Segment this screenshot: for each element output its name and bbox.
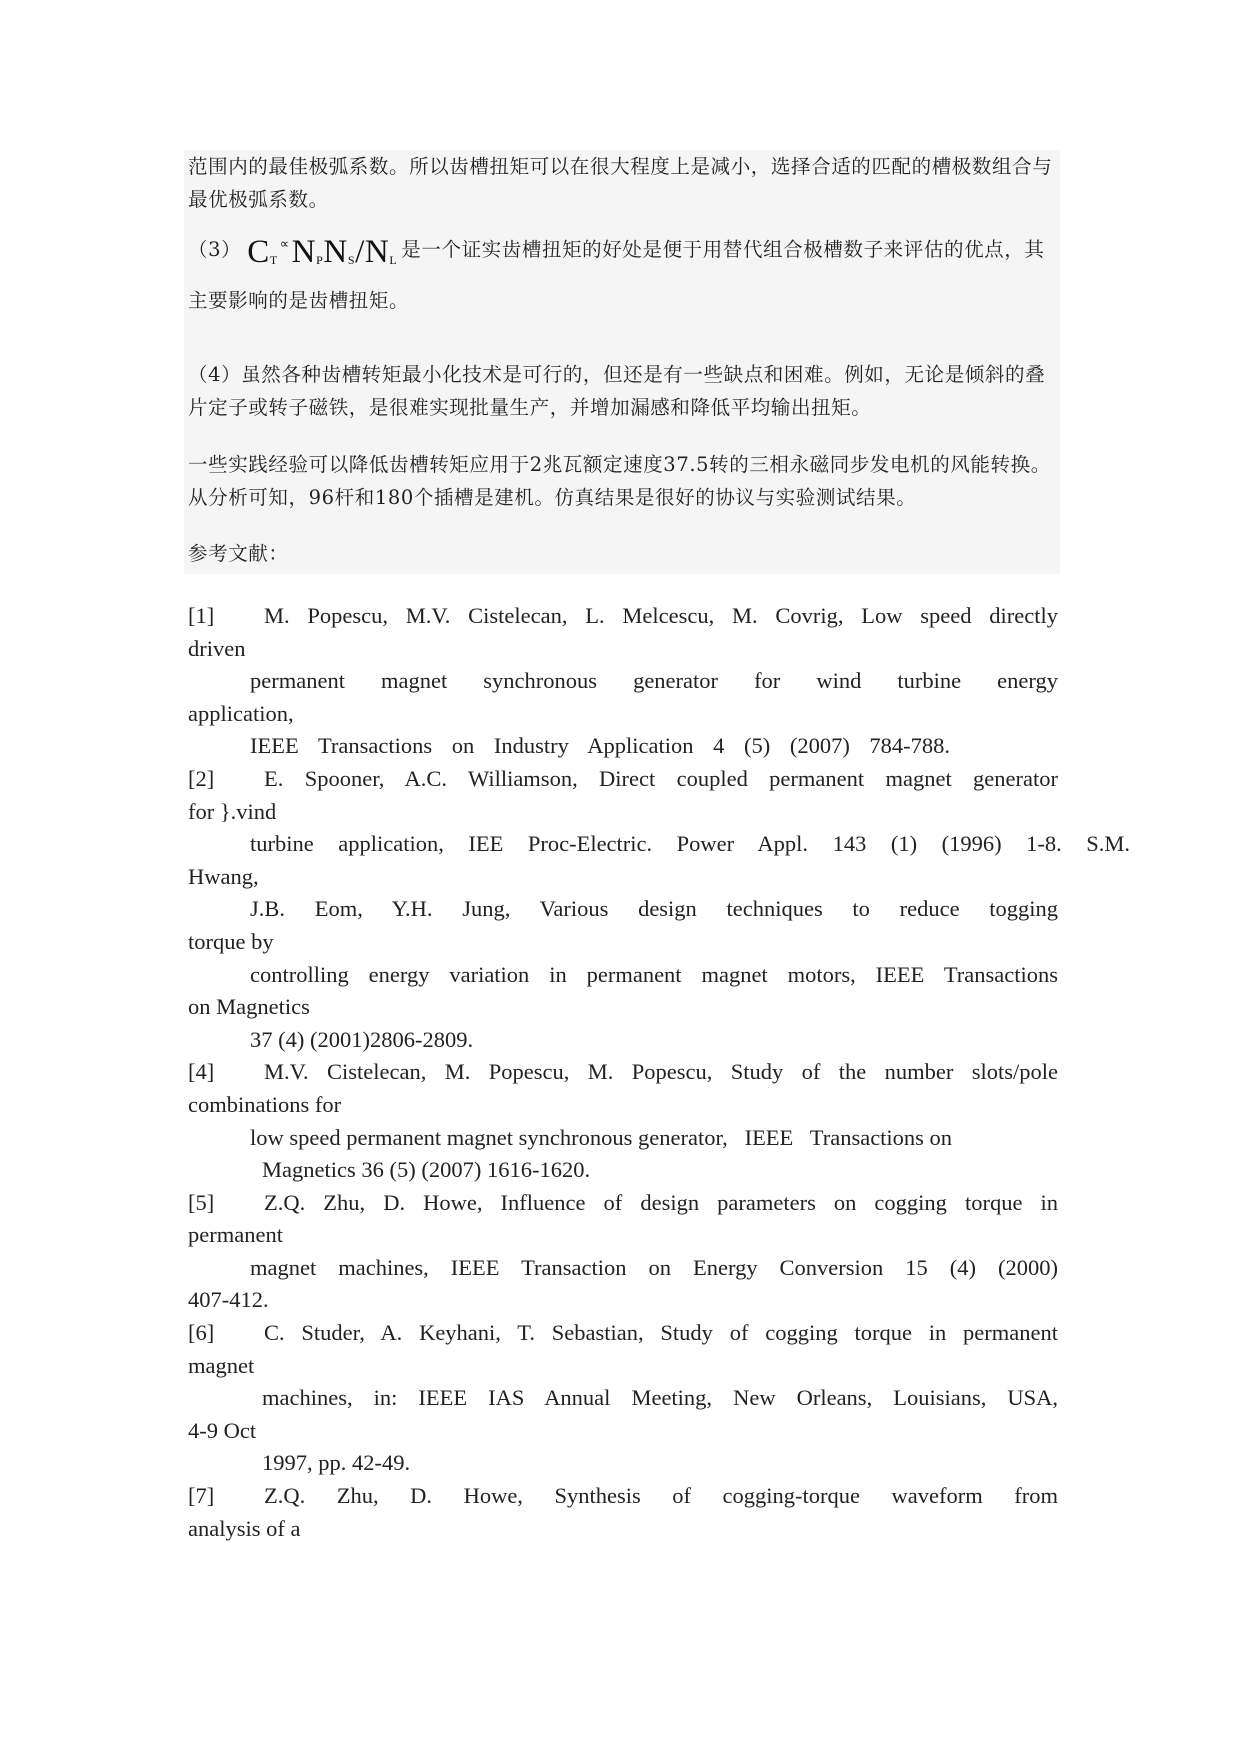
reference-item: [1] M. Popescu, M.V. Cistelecan, L. Melcescu, M. Covrig, Low speed directly xyxy=(188,603,1058,628)
reference-item: [4] M.V. Cistelecan, M. Popescu, M. Popescu, Study of the number slots/pole xyxy=(188,1059,1058,1085)
paragraph-3 xyxy=(188,226,1056,325)
reference-item: [6] C. Studer, A. Keyhani, T. Sebastian, Study of cogging torque in permanent xyxy=(188,1320,1058,1346)
reference-item: [2] E. Spooner, A.C. Williamson, Direct coupled permanent magnet generator xyxy=(188,765,1058,791)
paragraph-3-text: 是一个证实齿槽扭矩的好处是便于用替代组合极槽数子来评估的优点，其主要影响的是齿槽扭矩。 xyxy=(188,238,1045,312)
paragraph-4: （4）虽然各种齿槽转矩最小化技术是可行的，但还是有一些缺点和困难。例如，无论是倾斜的叠片定子或转子磁铁，是很难实现批量生产，并增加漏感和降低平均输出扭矩。 xyxy=(188,363,1046,419)
paragraph-5: 一些实践经验可以降低齿槽转矩应用于2兆瓦额定速度37.5转的三相永磁同步发电机的风能转换。从分析可知，96杆和180个插槽是建机。仿真结果是很好的协议与实验测试结果。 xyxy=(188,453,1051,509)
reference-item: [5] Z.Q. Zhu, D. Howe, Influence of design parameters on cogging torque in xyxy=(188,1189,1058,1215)
reference-list: [1] M. Popescu, M.V. Cistelecan, L. Melcescu, M. Covrig, Low speed directly driven permanent magnet synchronous generator for wind turbine energy application, IEEE Transactions on Industry Application 4 (5) (2007) 784-788. [2] E. Spooner, A.C. Williamson, Direct coupled permanent magnet generator for }.vind turbine application, IEE Proc-Electric. Power Appl. 143 (1) (1996) 1-8. S.M. Hwang, J.B. Eom, Y.H. Jung, Various design techniques to reduce togging torque by controlling energy variation in permanent magnet motors, IEEE Transactions on Magnetics 37 (4) (2001)2806-2809. [4] M.V. Cistelecan, M. Popescu, M. Popescu, Study of the number slots/pole combinations for low speed permanent magnet synchronous generator, IEEE Transactions on Magnetics 36 (5) (2007) 1616-1620. [5] Z.Q. Zhu, D. Howe, Influence of design parameters on cogging torque in permanent magnet machines, IEEE Transaction on Energy Conversion 15 (4) (2000) 407-412. [6] C. Studer, A. Keyhani, T. Sebastian, Study of cogging torque in permanent magnet machines, in: IEEE IAS Annual Meeting, New Orleans, Louisians, USA, 4-9 Oct 1997, pp. 42-49. [7] Z.Q. Zhu, D. Howe, Synthesis of cogging-torque waveform from analysis of a xyxy=(188,600,1058,1545)
continued-paragraph: 范围内的最佳极弧系数。所以齿槽扭矩可以在很大程度上是减小，选择合适的匹配的槽极数组合与最优极弧系数。 xyxy=(188,155,1053,211)
reference-item: [7] Z.Q. Zhu, D. Howe, Synthesis of cogging-torque waveform from xyxy=(188,1483,1058,1509)
formula: $C_T^\propto N_PN_S/N_L$ xyxy=(247,234,398,270)
item-number: （3） xyxy=(188,238,242,261)
references-heading: 参考文献： xyxy=(188,542,289,565)
